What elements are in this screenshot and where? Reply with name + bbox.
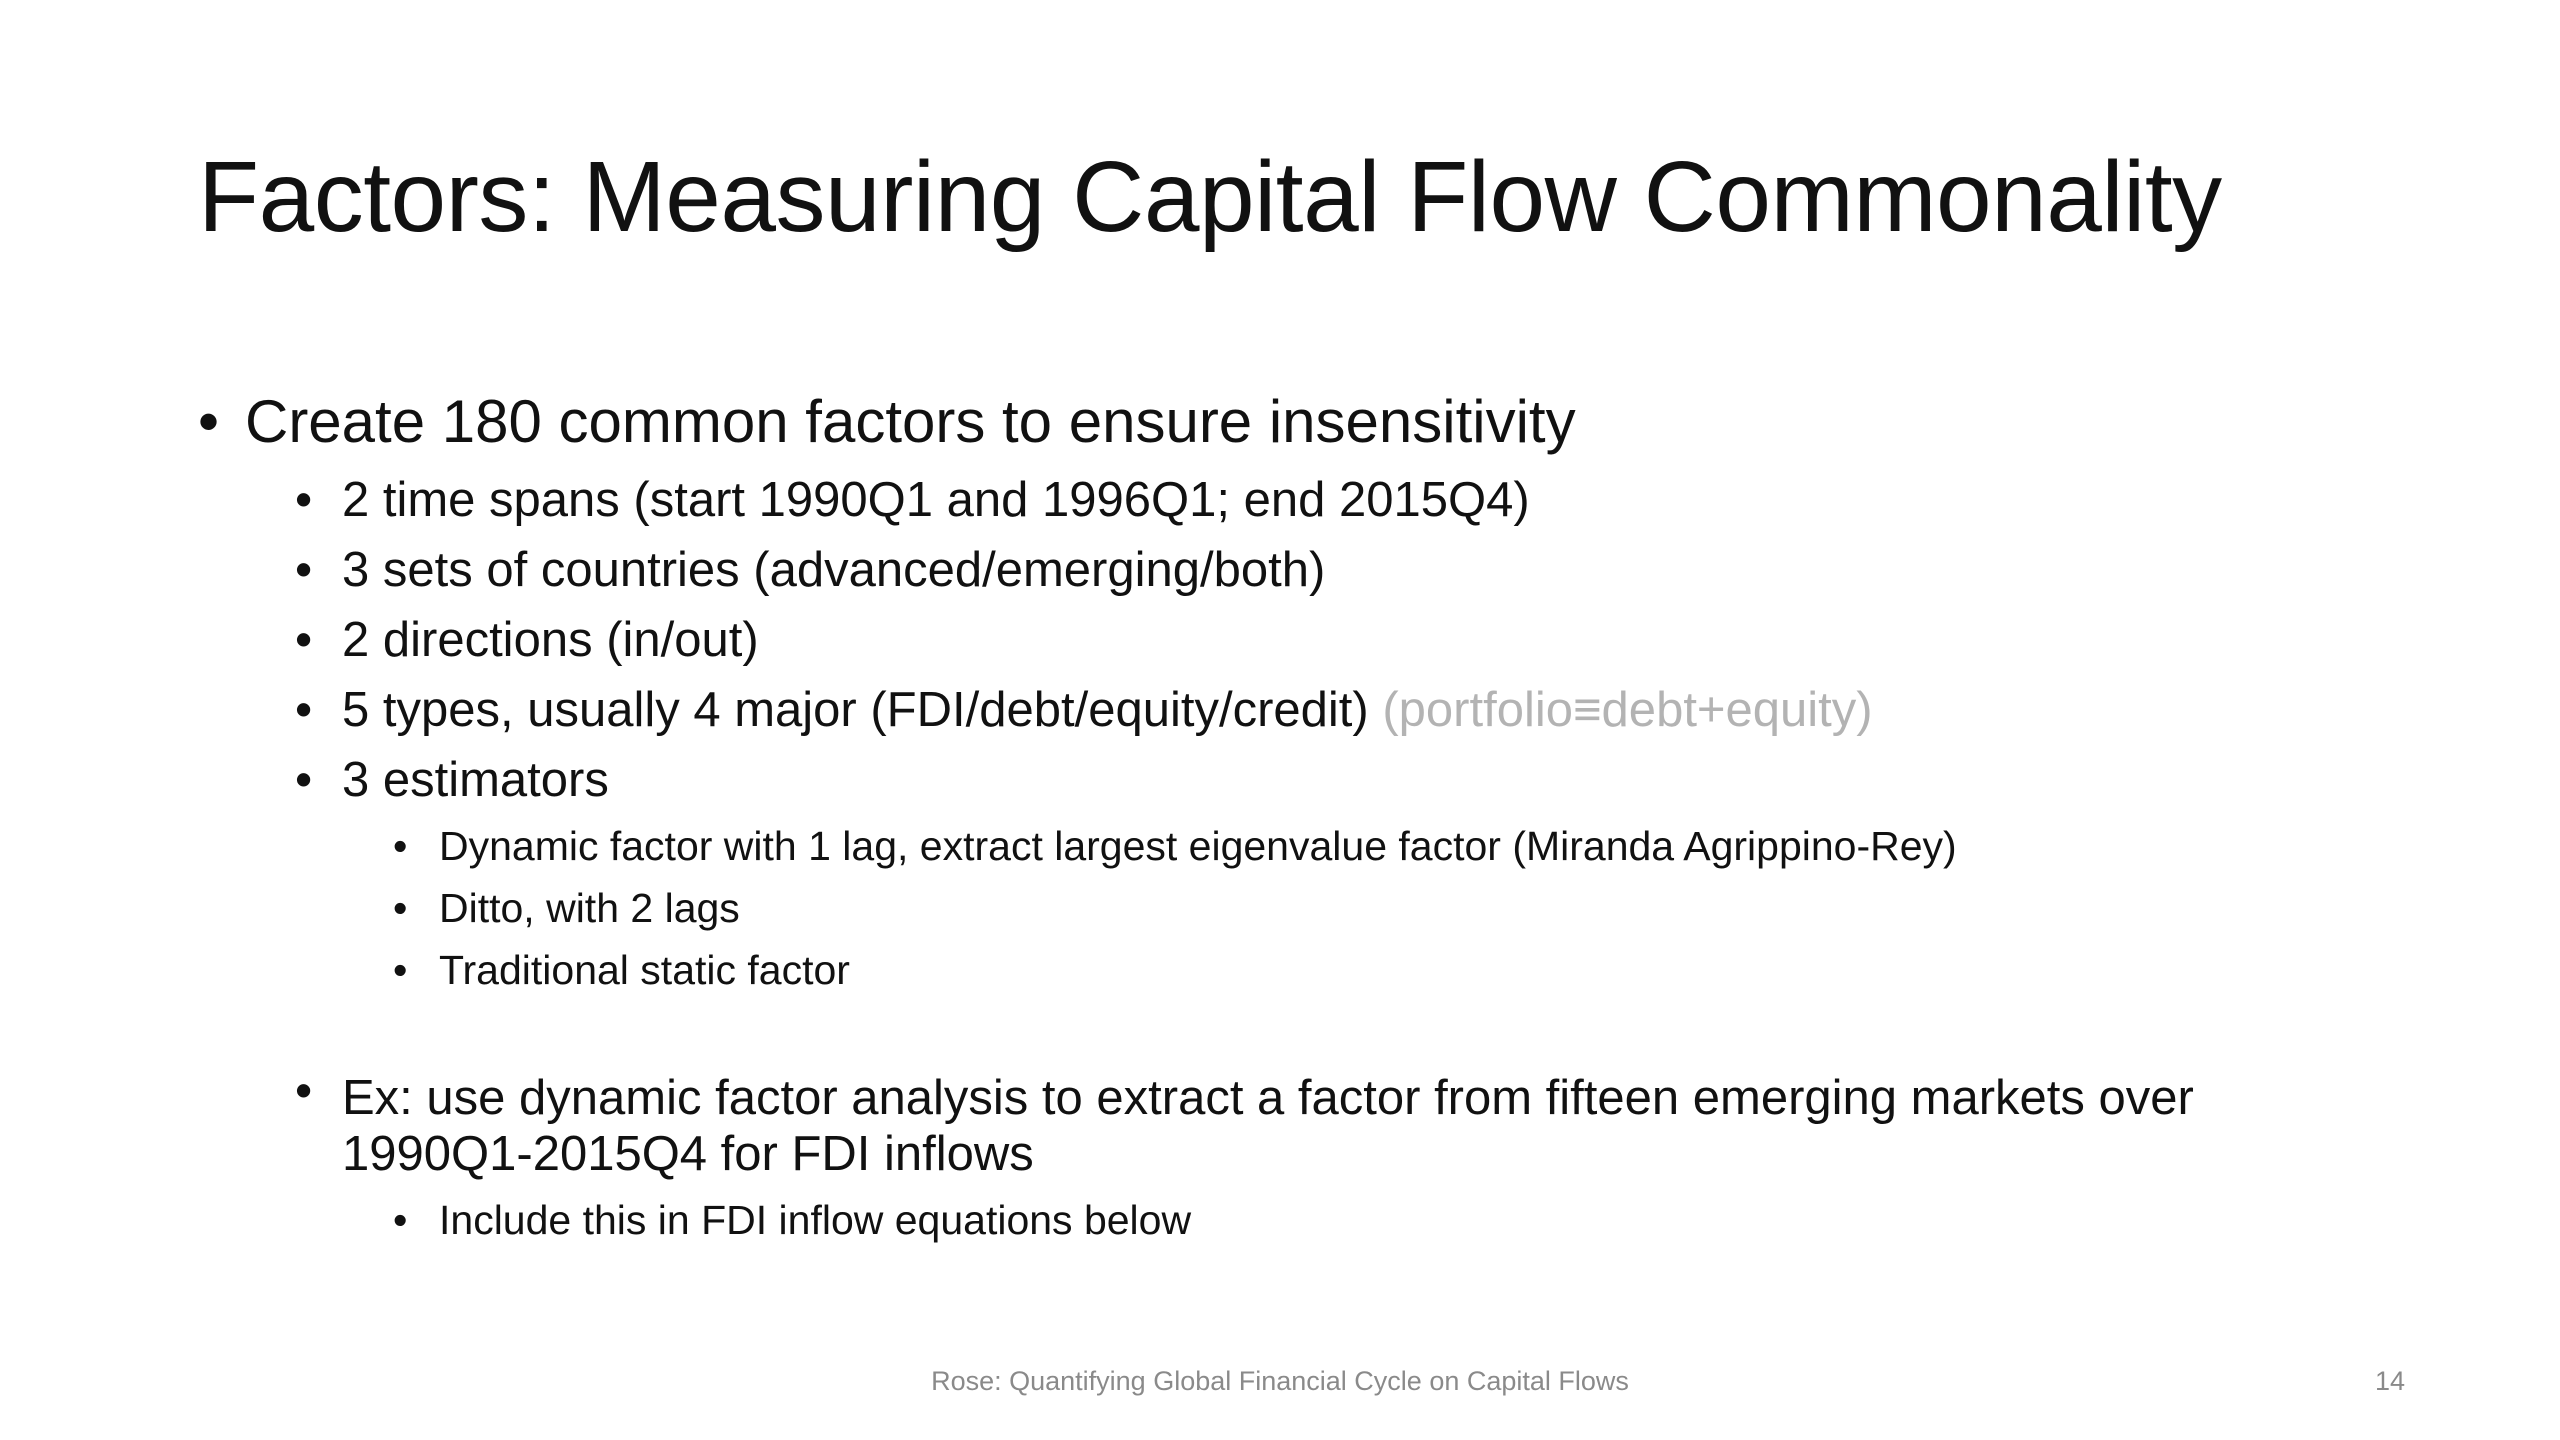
page-number: 14	[2374, 1366, 2405, 1396]
slide-footer: Rose: Quantifying Global Financial Cycle on Capital Flows	[931, 1366, 1629, 1396]
bullet-text: Dynamic factor with 1 lag, extract largest eigenvalue factor (Miranda Agrippino-Rey)	[439, 823, 1957, 869]
bullet-time-spans	[295, 465, 2398, 535]
bullet-text: Traditional static factor	[439, 947, 850, 993]
bullet-dot: •	[393, 947, 408, 993]
bullet-text: 2 directions (in/out)	[342, 613, 759, 667]
bullet-estimators	[295, 745, 2398, 815]
bullet-types-note: (portfolio≡debt+equity)	[1382, 683, 1873, 737]
bullet-create-factors	[198, 385, 2398, 459]
slide-body	[198, 385, 2398, 1251]
slide-title: Factors: Measuring Capital Flow Commonality	[198, 141, 2222, 253]
bullet-text: Ditto, with 2 lags	[439, 885, 740, 931]
bullet-dot: •	[198, 388, 220, 455]
bullet-text: 5 types, usually 4 major (FDI/debt/equity/credit)	[342, 683, 1369, 737]
spacer	[198, 1001, 2398, 1063]
bullet-example	[295, 1063, 2342, 1189]
bullet-text: Create 180 common factors to ensure insensitivity	[245, 388, 1576, 455]
bullet-text: Include this in FDI inflow equations below	[439, 1197, 1192, 1243]
bullet-text: 3 sets of countries (advanced/emerging/both)	[342, 543, 1326, 597]
bullet-directions	[295, 605, 2398, 675]
bullet-text: Ex: use dynamic factor analysis to extract a factor from fifteen emerging markets over 1990Q1-2015Q4 for FDI inflows	[342, 1071, 2194, 1181]
bullet-dot: •	[295, 473, 313, 527]
bullet-dot: •	[295, 613, 313, 667]
bullet-example-sub	[393, 1189, 2398, 1251]
bullet-dot: •	[295, 753, 313, 807]
bullet-text: 3 estimators	[342, 753, 609, 807]
bullet-estimator-dynamic-1lag	[393, 815, 2398, 877]
bullet-types	[295, 675, 2398, 745]
bullet-dot: •	[295, 683, 313, 737]
bullet-estimator-ditto-2lags	[393, 877, 2398, 939]
bullet-text: 2 time spans (start 1990Q1 and 1996Q1; end 2015Q4)	[342, 473, 1530, 527]
bullet-country-sets	[295, 535, 2398, 605]
bullet-dot: •	[295, 543, 313, 597]
bullet-dot: •	[393, 823, 408, 869]
bullet-dot: •	[393, 1197, 408, 1243]
bullet-dot: •	[295, 1064, 313, 1118]
bullet-estimator-static	[393, 939, 2398, 1001]
bullet-dot: •	[393, 885, 408, 931]
